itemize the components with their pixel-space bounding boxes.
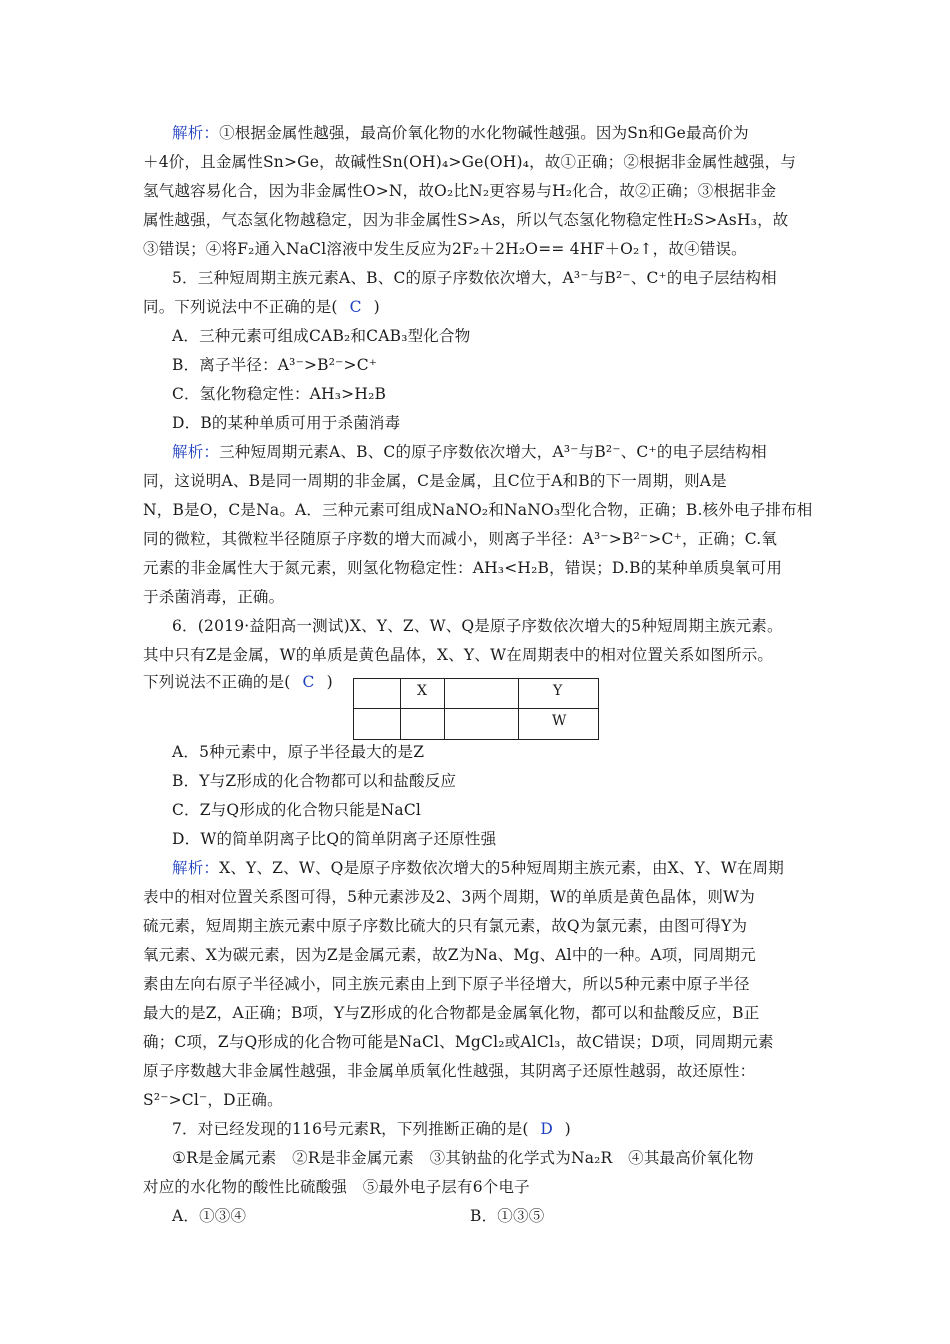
answer-choice: C (349, 298, 362, 316)
text-line: 原子序数越大非金属性越强，非金属单质氧化性越强，其阴离子还原性越弱，故还原性： (143, 1062, 756, 1080)
table-cell-w: W (552, 713, 567, 729)
analysis-label: 解析： (172, 859, 220, 877)
question-6-stem-line3: 下列说法不正确的是( C ) (143, 673, 333, 691)
answer-choice: D (540, 1120, 553, 1138)
text-line: S²⁻>Cl⁻，D正确。 (143, 1091, 283, 1109)
text-line: 氧元素、X为碳元素，因为Z是金属元素，故Z为Na、Mg、Al中的一种。A项，同周期元 (143, 946, 756, 964)
question-7-items: ①R是金属元素 ②R是非金属元素 ③其钠盐的化学式为Na₂R ④其最高价氧化物 (172, 1149, 754, 1167)
option-b: B．Y与Z形成的化合物都可以和盐酸反应 (172, 772, 457, 790)
analysis-label: 解析： (172, 124, 220, 142)
question-6-stem: 6．(2019·益阳高一测试)X、Y、Z、W、Q是原子序数依次增大的5种短周期主族元素。 (172, 617, 783, 635)
analysis-paragraph (172, 123, 749, 143)
table-divider (400, 679, 401, 739)
analysis-paragraph: 解析：三种短周期元素A、B、C的原子序数依次增大，A³⁻与B²⁻、C⁺的电子层结构相 (172, 443, 767, 461)
question-7-items-line2: 对应的水化物的酸性比硫酸强 ⑤最外电子层有6个电子 (143, 1178, 530, 1196)
text-line: 于杀菌消毒，正确。 (143, 588, 285, 606)
text-line: 硫元素，短周期主族元素中原子序数比硫大的只有氯元素，故Q为氯元素，由图可得Y为 (143, 917, 748, 935)
table-cell-x: X (417, 683, 427, 699)
question-7-stem: 7．对已经发现的116号元素R，下列推断正确的是( D ) (172, 1120, 571, 1138)
question-5-stem: 5．三种短周期主族元素A、B、C的原子序数依次增大，A³⁻与B²⁻、C⁺的电子层结构相 (172, 269, 777, 287)
table-cell-y: Y (553, 683, 563, 699)
option-d: D．W的简单阴离子比Q的简单阴离子还原性强 (172, 830, 497, 848)
analysis-label: 解析： (172, 443, 220, 461)
text-line: 属性越强，气态氢化物越稳定，因为非金属性S>As，所以气态氢化物稳定性H₂S>AsH₃，故 (143, 211, 789, 229)
table-divider (354, 708, 598, 709)
text-line: 确；C项，Z与Q形成的化合物可能是NaCl、MgCl₂或AlCl₃，故C错误；D项，同周期元素 (143, 1033, 774, 1051)
text-line: 元素的非金属性大于氮元素，则氢化物稳定性：AH₃<H₂B，错误；D.B的某种单质臭氧可用 (143, 559, 783, 577)
option-a: A．①③④ (172, 1207, 247, 1225)
option-d: D．B的某种单质可用于杀菌消毒 (172, 414, 401, 432)
text-line: 同的微粒，其微粒半径随原子序数的增大而减小，则离子半径：A³⁻>B²⁻>C⁺，正确；C.氧 (143, 530, 778, 548)
table-divider (518, 679, 519, 739)
text-line: 表中的相对位置关系图可得，5种元素涉及2、3两个周期，W的单质是黄色晶体，则W为 (143, 888, 755, 906)
analysis-paragraph: 解析：X、Y、Z、W、Q是原子序数依次增大的5种短周期主族元素，由X、Y、W在周期 (172, 859, 784, 877)
text-line: 同，这说明A、B是同一周期的非金属，C是金属，且C位于A和B的下一周期，则A是 (143, 472, 727, 490)
option-c: C．氢化物稳定性：AH₃>H₂B (172, 385, 387, 403)
text-line: 氢气越容易化合，因为非金属性O>N，故O₂比N₂更容易与H₂化合，故②正确；③根据非金 (143, 182, 777, 200)
text-line: 最大的是Z，A正确；B项，Y与Z形成的化合物都是金属氧化物，都可以和盐酸反应，B正 (143, 1004, 760, 1022)
periodic-table-fragment (353, 678, 599, 740)
text-line: ③错误；④将F₂通入NaCl溶液中发生反应为2F₂＋2H₂O== 4HF＋O₂↑，故④错误。 (143, 240, 747, 258)
option-b: B．离子半径：A³⁻>B²⁻>C⁺ (172, 356, 378, 374)
text-line: 素由左向右原子半径减小，同主族元素由上到下原子半径增大，所以5种元素中原子半径 (143, 975, 750, 993)
option-c: C．Z与Q形成的化合物只能是NaCl (172, 801, 422, 819)
text-line: ＋4价，且金属性Sn>Ge，故碱性Sn(OH)₄>Ge(OH)₄，故①正确；②根据非金属性越强，与 (143, 153, 797, 171)
text-line: ①根据金属性越强，最高价氧化物的水化物碱性越强。因为Sn和Ge最高价为 (219, 124, 749, 142)
text-line: N，B是O，C是Na。A．三种元素可组成NaNO₂和NaNO₃型化合物，正确；B.核外电子排布相 (143, 501, 813, 519)
question-6-stem-line2: 其中只有Z是金属，W的单质是黄色晶体，X、Y、W在周期表中的相对位置关系如图所示。 (143, 646, 774, 664)
question-5-stem-line2: 同。下列说法中不正确的是( C ) (143, 298, 380, 316)
table-divider (444, 679, 445, 739)
answer-choice: C (302, 673, 315, 691)
option-a: A．三种元素可组成CAB₂和CAB₃型化合物 (172, 327, 471, 345)
option-b: B．①③⑤ (470, 1207, 545, 1225)
option-a: A．5种元素中，原子半径最大的是Z (172, 743, 425, 761)
